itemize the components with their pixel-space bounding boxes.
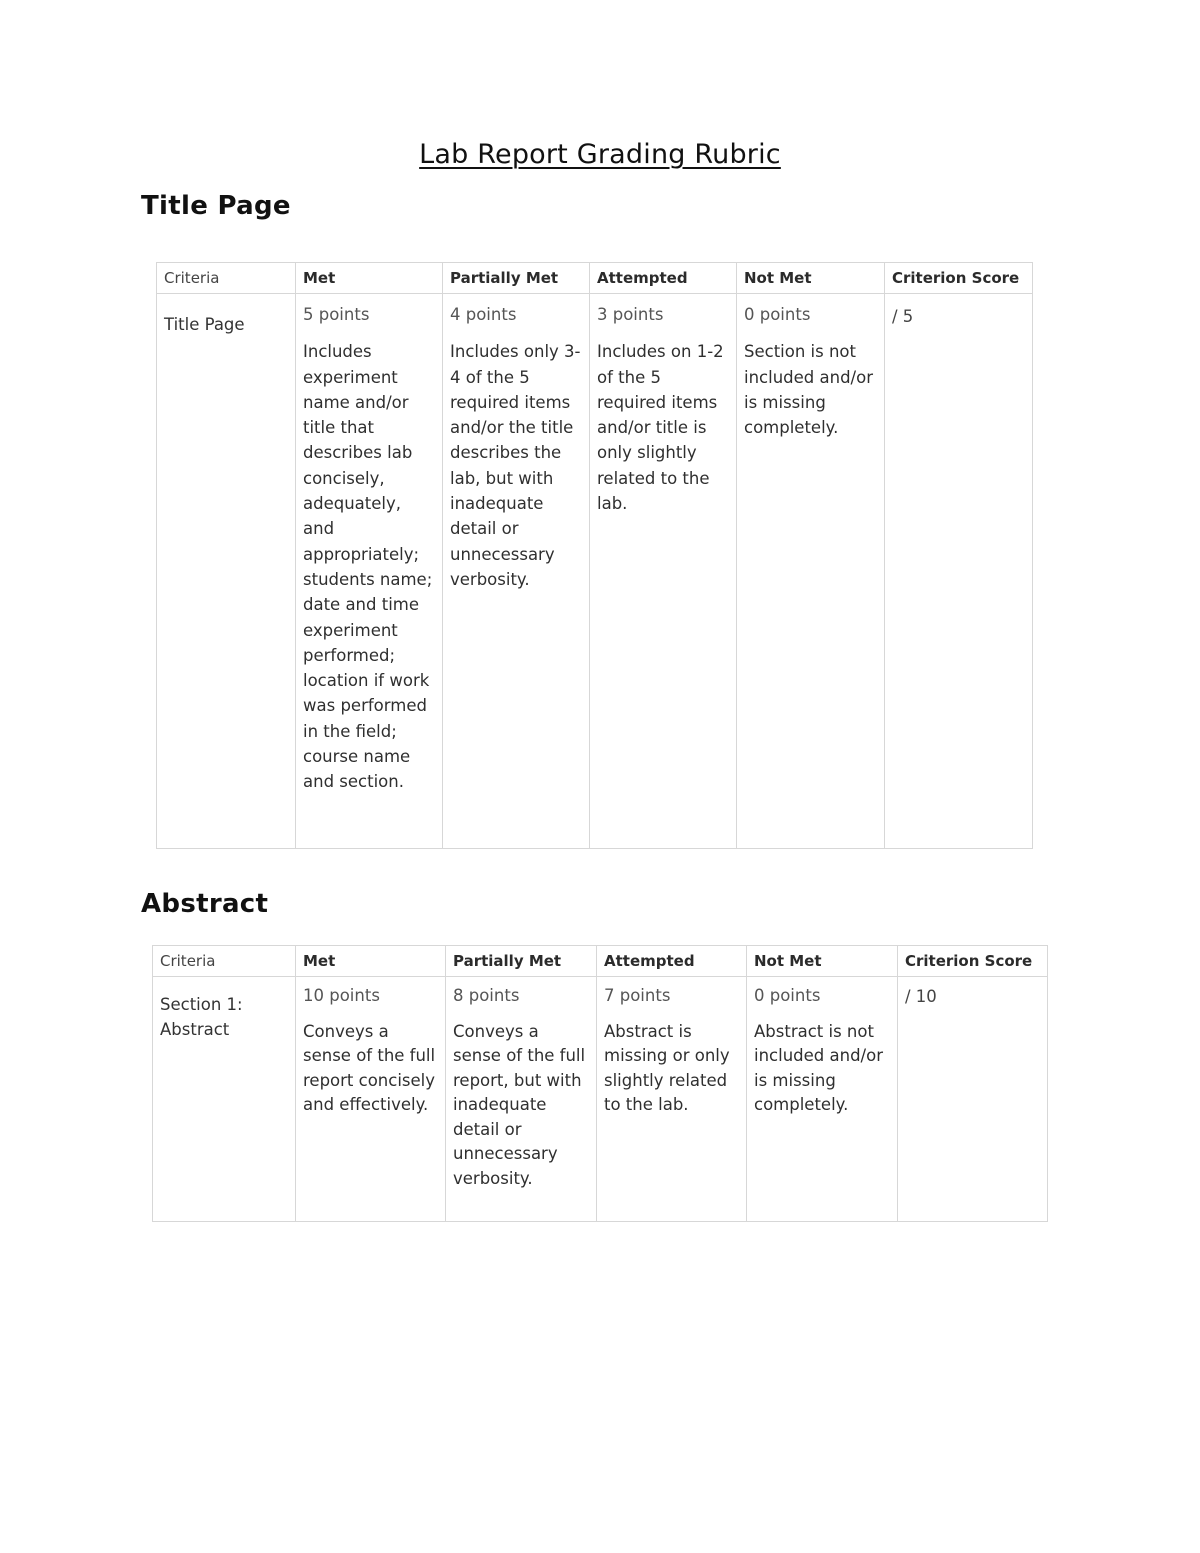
rating-cell-attempted [590, 294, 737, 849]
column-header-partially-met: Partially Met [446, 946, 597, 977]
section-heading-title-page: Title Page [141, 191, 291, 221]
rating-cell-attempted [597, 977, 747, 1222]
document-title: Lab Report Grading Rubric [419, 139, 781, 170]
table-header-row [153, 946, 1048, 977]
rubric-table-abstract [152, 945, 1048, 1222]
criterion-name: Section 1: Abstract [160, 995, 243, 1039]
rating-cell-not-met [747, 977, 898, 1222]
column-header-met: Met [296, 263, 443, 294]
rating-description: Includes experiment name and/or title that describes lab concisely, adequately, and appropriately; students name; date and time experiment performed; location if work was performed in the field; course name and section. [303, 342, 433, 792]
rating-description: Section is not included and/or is missing completely. [744, 342, 873, 438]
rating-description: Abstract is not included and/or is missing completely. [754, 1021, 883, 1114]
rubric-table-title-page [156, 262, 1033, 849]
column-header-attempted: Attempted [597, 946, 747, 977]
rating-points: 10 points [303, 986, 380, 1005]
criterion-score: / 10 [905, 987, 937, 1006]
table-row [153, 977, 1048, 1222]
rating-cell-not-met [737, 294, 885, 849]
rating-points: 0 points [744, 305, 811, 324]
rating-description: Abstract is missing or only slightly related to the lab. [604, 1021, 730, 1114]
rating-points: 0 points [754, 986, 821, 1005]
rating-description: Includes on 1-2 of the 5 required items and/or title is only slightly related to the lab. [597, 342, 724, 514]
column-header-not-met: Not Met [737, 263, 885, 294]
rating-cell-partially-met [443, 294, 590, 849]
criterion-score-cell [898, 977, 1048, 1222]
rating-points: 5 points [303, 305, 370, 324]
rating-cell-met [296, 977, 446, 1222]
column-header-partially-met: Partially Met [443, 263, 590, 294]
rating-cell-partially-met [446, 977, 597, 1222]
column-header-criterion-score: Criterion Score [898, 946, 1048, 977]
column-header-criteria: Criteria [157, 263, 296, 294]
criterion-score: / 5 [892, 307, 914, 326]
rating-points: 4 points [450, 305, 517, 324]
criterion-name: Title Page [164, 315, 245, 334]
column-header-not-met: Not Met [747, 946, 898, 977]
rating-description: Conveys a sense of the full report concisely and effectively. [303, 1021, 436, 1114]
rating-description: Conveys a sense of the full report, but with inadequate detail or unnecessary verbosity. [453, 1021, 586, 1188]
section-heading-abstract: Abstract [141, 889, 269, 919]
rating-cell-met [296, 294, 443, 849]
criterion-score-cell [885, 294, 1033, 849]
rating-points: 8 points [453, 986, 520, 1005]
column-header-criteria: Criteria [153, 946, 296, 977]
criterion-cell [157, 294, 296, 849]
criterion-cell [153, 977, 296, 1222]
table-header-row [157, 263, 1033, 294]
column-header-criterion-score: Criterion Score [885, 263, 1033, 294]
table-row [157, 294, 1033, 849]
rating-points: 7 points [604, 986, 671, 1005]
rating-description: Includes only 3-4 of the 5 required items and/or the title describes the lab, but with inadequate detail or unnecessary verbosity. [450, 342, 581, 589]
column-header-attempted: Attempted [590, 263, 737, 294]
rating-points: 3 points [597, 305, 664, 324]
column-header-met: Met [296, 946, 446, 977]
